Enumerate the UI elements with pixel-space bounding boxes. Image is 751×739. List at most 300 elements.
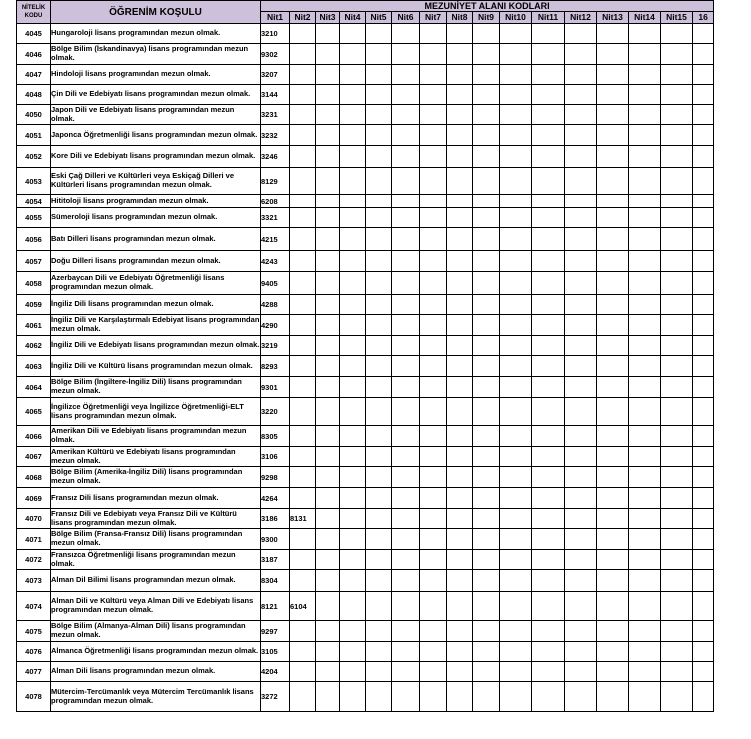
- empty-cell: [597, 570, 629, 592]
- empty-cell: [532, 208, 565, 228]
- table-row: [17, 509, 714, 529]
- empty-cell: [340, 642, 366, 662]
- empty-cell: [629, 529, 661, 550]
- empty-cell: [447, 662, 473, 682]
- empty-cell: [565, 295, 597, 315]
- nit-column-header: Nit4: [340, 12, 366, 24]
- education-condition: Mütercim-Tercümanlık veya Mütercim Tercümanlık lisans programından mezun olmak.: [51, 682, 261, 712]
- empty-cell: [629, 682, 661, 712]
- empty-cell: [532, 488, 565, 509]
- empty-cell: [447, 195, 473, 208]
- empty-cell: [473, 488, 500, 509]
- empty-cell: [661, 509, 693, 529]
- empty-cell: [340, 228, 366, 251]
- graduation-area-code: 9300: [261, 529, 290, 550]
- empty-cell: [392, 228, 420, 251]
- empty-cell: [500, 85, 532, 105]
- empty-cell: [500, 65, 532, 85]
- nit-column-header: Nit6: [392, 12, 420, 24]
- empty-cell: [366, 509, 392, 529]
- table-row: [17, 529, 714, 550]
- qualification-code: 4059: [17, 295, 51, 315]
- empty-cell: [420, 272, 447, 295]
- empty-cell: [565, 168, 597, 195]
- empty-cell: [392, 315, 420, 336]
- empty-cell: [447, 621, 473, 642]
- empty-cell: [290, 488, 316, 509]
- empty-cell: [420, 65, 447, 85]
- empty-cell: [420, 592, 447, 621]
- empty-cell: [290, 398, 316, 426]
- empty-cell: [340, 447, 366, 467]
- empty-cell: [597, 44, 629, 65]
- empty-cell: [473, 195, 500, 208]
- empty-cell: [473, 592, 500, 621]
- empty-cell: [392, 251, 420, 272]
- empty-cell: [661, 467, 693, 488]
- empty-cell: [597, 251, 629, 272]
- table-row: [17, 44, 714, 65]
- empty-cell: [290, 642, 316, 662]
- empty-cell: [500, 272, 532, 295]
- qualification-code: 4057: [17, 251, 51, 272]
- empty-cell: [316, 592, 340, 621]
- empty-cell: [629, 24, 661, 44]
- education-condition: Sümeroloji lisans programından mezun olmak.: [51, 208, 261, 228]
- empty-cell: [565, 398, 597, 426]
- empty-cell: [366, 24, 392, 44]
- empty-cell: [290, 208, 316, 228]
- empty-cell: [500, 105, 532, 125]
- empty-cell: [661, 24, 693, 44]
- empty-cell: [565, 272, 597, 295]
- empty-cell: [500, 642, 532, 662]
- empty-cell: [340, 621, 366, 642]
- education-condition: Hititoloji lisans programından mezun olmak.: [51, 195, 261, 208]
- qualification-code: 4048: [17, 85, 51, 105]
- empty-cell: [693, 377, 714, 398]
- empty-cell: [693, 44, 714, 65]
- empty-cell: [532, 621, 565, 642]
- empty-cell: [597, 168, 629, 195]
- empty-cell: [290, 295, 316, 315]
- table-row: [17, 592, 714, 621]
- empty-cell: [597, 24, 629, 44]
- empty-cell: [316, 146, 340, 168]
- graduation-area-code: 8305: [261, 426, 290, 447]
- empty-cell: [500, 662, 532, 682]
- qualification-code: 4077: [17, 662, 51, 682]
- empty-cell: [447, 125, 473, 146]
- graduation-area-code: 9302: [261, 44, 290, 65]
- empty-cell: [661, 356, 693, 377]
- empty-cell: [532, 24, 565, 44]
- empty-cell: [532, 509, 565, 529]
- empty-cell: [340, 662, 366, 682]
- empty-cell: [629, 621, 661, 642]
- empty-cell: [340, 105, 366, 125]
- qualification-code: 4066: [17, 426, 51, 447]
- empty-cell: [316, 621, 340, 642]
- education-condition: İngiliz Dili ve Karşılaştırmalı Edebiyat lisans programından mezun olmak.: [51, 315, 261, 336]
- empty-cell: [532, 251, 565, 272]
- empty-cell: [420, 398, 447, 426]
- empty-cell: [629, 467, 661, 488]
- qualification-code: 4064: [17, 377, 51, 398]
- empty-cell: [340, 426, 366, 447]
- table-row: [17, 208, 714, 228]
- nit-column-header: Nit14: [629, 12, 661, 24]
- qualification-code: 4072: [17, 550, 51, 570]
- empty-cell: [693, 509, 714, 529]
- education-condition: Fransız Dili ve Edebiyatı veya Fransız Dili ve Kültürü lisans programından mezun olmak.: [51, 509, 261, 529]
- empty-cell: [473, 208, 500, 228]
- empty-cell: [290, 65, 316, 85]
- empty-cell: [340, 295, 366, 315]
- qualification-code: 4058: [17, 272, 51, 295]
- empty-cell: [447, 146, 473, 168]
- empty-cell: [366, 125, 392, 146]
- empty-cell: [532, 356, 565, 377]
- empty-cell: [565, 592, 597, 621]
- graduation-area-code: 8304: [261, 570, 290, 592]
- empty-cell: [420, 642, 447, 662]
- table-row: [17, 105, 714, 125]
- empty-cell: [290, 24, 316, 44]
- graduation-area-code: 3105: [261, 642, 290, 662]
- table-row: [17, 146, 714, 168]
- empty-cell: [661, 447, 693, 467]
- empty-cell: [420, 467, 447, 488]
- empty-cell: [392, 447, 420, 467]
- empty-cell: [340, 592, 366, 621]
- education-condition: İngilizce Öğretmenliği veya İngilizce Öğretmenliği-ELT lisans programından mezun olmak.: [51, 398, 261, 426]
- qualification-code: 4076: [17, 642, 51, 662]
- empty-cell: [447, 65, 473, 85]
- empty-cell: [661, 592, 693, 621]
- empty-cell: [532, 529, 565, 550]
- empty-cell: [565, 208, 597, 228]
- empty-cell: [316, 168, 340, 195]
- empty-cell: [693, 529, 714, 550]
- table-row: [17, 85, 714, 105]
- empty-cell: [420, 24, 447, 44]
- empty-cell: [500, 24, 532, 44]
- empty-cell: [420, 488, 447, 509]
- empty-cell: [420, 168, 447, 195]
- empty-cell: [447, 295, 473, 315]
- empty-cell: [597, 550, 629, 570]
- empty-cell: [629, 105, 661, 125]
- empty-cell: [532, 65, 565, 85]
- education-condition: Alman Dil Bilimi lisans programından mezun olmak.: [51, 570, 261, 592]
- empty-cell: [392, 592, 420, 621]
- qualification-code: 4073: [17, 570, 51, 592]
- graduation-area-code: 3232: [261, 125, 290, 146]
- table-row: [17, 125, 714, 146]
- empty-cell: [597, 65, 629, 85]
- empty-cell: [532, 682, 565, 712]
- empty-cell: [392, 662, 420, 682]
- empty-cell: [420, 251, 447, 272]
- empty-cell: [473, 24, 500, 44]
- qualification-code: 4065: [17, 398, 51, 426]
- empty-cell: [661, 550, 693, 570]
- empty-cell: [392, 529, 420, 550]
- empty-cell: [473, 65, 500, 85]
- empty-cell: [661, 336, 693, 356]
- empty-cell: [420, 228, 447, 251]
- qualification-code: 4045: [17, 24, 51, 44]
- education-condition: Hungaroloji lisans programından mezun olmak.: [51, 24, 261, 44]
- empty-cell: [447, 642, 473, 662]
- empty-cell: [366, 295, 392, 315]
- empty-cell: [290, 251, 316, 272]
- empty-cell: [366, 398, 392, 426]
- empty-cell: [629, 570, 661, 592]
- empty-cell: [366, 682, 392, 712]
- empty-cell: [693, 168, 714, 195]
- table-row: [17, 662, 714, 682]
- empty-cell: [340, 336, 366, 356]
- header-row-top: [17, 1, 714, 12]
- empty-cell: [500, 550, 532, 570]
- graduation-area-code: 3219: [261, 336, 290, 356]
- empty-cell: [597, 228, 629, 251]
- empty-cell: [473, 295, 500, 315]
- graduation-area-code: 9297: [261, 621, 290, 642]
- empty-cell: [392, 295, 420, 315]
- empty-cell: [661, 65, 693, 85]
- qualification-code: 4062: [17, 336, 51, 356]
- empty-cell: [500, 467, 532, 488]
- empty-cell: [597, 467, 629, 488]
- empty-cell: [366, 642, 392, 662]
- empty-cell: [500, 208, 532, 228]
- empty-cell: [473, 467, 500, 488]
- empty-cell: [500, 44, 532, 65]
- empty-cell: [597, 488, 629, 509]
- empty-cell: [316, 251, 340, 272]
- empty-cell: [629, 195, 661, 208]
- empty-cell: [392, 65, 420, 85]
- empty-cell: [693, 447, 714, 467]
- table-row: [17, 550, 714, 570]
- empty-cell: [532, 125, 565, 146]
- empty-cell: [316, 426, 340, 447]
- empty-cell: [420, 447, 447, 467]
- empty-cell: [693, 251, 714, 272]
- empty-cell: [366, 426, 392, 447]
- empty-cell: [447, 105, 473, 125]
- empty-cell: [565, 682, 597, 712]
- empty-cell: [366, 467, 392, 488]
- empty-cell: [693, 272, 714, 295]
- empty-cell: [316, 65, 340, 85]
- qualification-code: 4078: [17, 682, 51, 712]
- qualification-code: 4061: [17, 315, 51, 336]
- empty-cell: [340, 509, 366, 529]
- empty-cell: [290, 426, 316, 447]
- empty-cell: [392, 195, 420, 208]
- empty-cell: [392, 168, 420, 195]
- empty-cell: [532, 272, 565, 295]
- empty-cell: [597, 146, 629, 168]
- empty-cell: [565, 336, 597, 356]
- empty-cell: [693, 315, 714, 336]
- empty-cell: [693, 570, 714, 592]
- empty-cell: [366, 621, 392, 642]
- empty-cell: [565, 509, 597, 529]
- empty-cell: [473, 529, 500, 550]
- nit-column-header: Nit7: [420, 12, 447, 24]
- table-row: [17, 467, 714, 488]
- empty-cell: [392, 336, 420, 356]
- qualification-code: 4067: [17, 447, 51, 467]
- empty-cell: [693, 295, 714, 315]
- graduation-area-code: 3246: [261, 146, 290, 168]
- empty-cell: [500, 168, 532, 195]
- empty-cell: [629, 592, 661, 621]
- empty-cell: [316, 24, 340, 44]
- empty-cell: [597, 208, 629, 228]
- table-row: [17, 315, 714, 336]
- empty-cell: [366, 447, 392, 467]
- empty-cell: [661, 426, 693, 447]
- empty-cell: [661, 44, 693, 65]
- empty-cell: [597, 195, 629, 208]
- education-condition: Almanca Öğretmenliği lisans programından mezun olmak.: [51, 642, 261, 662]
- empty-cell: [447, 24, 473, 44]
- empty-cell: [565, 251, 597, 272]
- empty-cell: [597, 642, 629, 662]
- empty-cell: [532, 570, 565, 592]
- empty-cell: [500, 682, 532, 712]
- empty-cell: [366, 529, 392, 550]
- empty-cell: [340, 488, 366, 509]
- graduation-area-code: 3187: [261, 550, 290, 570]
- empty-cell: [392, 621, 420, 642]
- empty-cell: [392, 356, 420, 377]
- empty-cell: [366, 85, 392, 105]
- graduation-area-code: 3210: [261, 24, 290, 44]
- empty-cell: [500, 146, 532, 168]
- empty-cell: [693, 336, 714, 356]
- empty-cell: [693, 642, 714, 662]
- qualification-code: 4050: [17, 105, 51, 125]
- empty-cell: [500, 336, 532, 356]
- qualification-code: 4052: [17, 146, 51, 168]
- empty-cell: [340, 682, 366, 712]
- empty-cell: [473, 272, 500, 295]
- empty-cell: [565, 85, 597, 105]
- empty-cell: [316, 85, 340, 105]
- empty-cell: [473, 125, 500, 146]
- empty-cell: [366, 662, 392, 682]
- empty-cell: [532, 85, 565, 105]
- empty-cell: [420, 662, 447, 682]
- table-row: [17, 570, 714, 592]
- empty-cell: [661, 377, 693, 398]
- education-condition: Bölge Bilim (Almanya-Alman Dili) lisans programından mezun olmak.: [51, 621, 261, 642]
- empty-cell: [420, 85, 447, 105]
- empty-cell: [629, 251, 661, 272]
- empty-cell: [661, 295, 693, 315]
- empty-cell: [565, 467, 597, 488]
- empty-cell: [316, 315, 340, 336]
- empty-cell: [565, 447, 597, 467]
- empty-cell: [532, 447, 565, 467]
- empty-cell: [597, 447, 629, 467]
- empty-cell: [693, 195, 714, 208]
- empty-cell: [473, 426, 500, 447]
- empty-cell: [392, 426, 420, 447]
- empty-cell: [500, 377, 532, 398]
- area-codes-header: MEZUNİYET ALANI KODLARI: [261, 1, 714, 12]
- empty-cell: [340, 195, 366, 208]
- graduation-area-code: 9298: [261, 467, 290, 488]
- nit-column-header: Nit12: [565, 12, 597, 24]
- nit-column-header: Nit3: [316, 12, 340, 24]
- nit-column-header: Nit15: [661, 12, 693, 24]
- empty-cell: [447, 85, 473, 105]
- table-row: [17, 295, 714, 315]
- empty-cell: [473, 356, 500, 377]
- empty-cell: [597, 85, 629, 105]
- empty-cell: [316, 356, 340, 377]
- education-condition: Çin Dili ve Edebiyatı lisans programından mezun olmak.: [51, 85, 261, 105]
- qualification-code: 4075: [17, 621, 51, 642]
- graduation-area-code: 3186: [261, 509, 290, 529]
- empty-cell: [597, 315, 629, 336]
- table-row: [17, 426, 714, 447]
- empty-cell: [532, 467, 565, 488]
- empty-cell: [290, 447, 316, 467]
- empty-cell: [597, 377, 629, 398]
- empty-cell: [290, 125, 316, 146]
- empty-cell: [473, 570, 500, 592]
- empty-cell: [693, 125, 714, 146]
- empty-cell: [316, 570, 340, 592]
- graduation-area-code: 9405: [261, 272, 290, 295]
- empty-cell: [392, 377, 420, 398]
- empty-cell: [392, 105, 420, 125]
- qualification-code: 4069: [17, 488, 51, 509]
- empty-cell: [366, 105, 392, 125]
- empty-cell: [500, 228, 532, 251]
- empty-cell: [473, 168, 500, 195]
- empty-cell: [500, 251, 532, 272]
- graduation-area-code: 3207: [261, 65, 290, 85]
- empty-cell: [473, 682, 500, 712]
- empty-cell: [597, 662, 629, 682]
- graduation-area-code: 4243: [261, 251, 290, 272]
- empty-cell: [629, 398, 661, 426]
- empty-cell: [420, 509, 447, 529]
- empty-cell: [473, 642, 500, 662]
- empty-cell: [565, 377, 597, 398]
- empty-cell: [447, 509, 473, 529]
- empty-cell: [420, 146, 447, 168]
- empty-cell: [565, 315, 597, 336]
- empty-cell: [661, 570, 693, 592]
- empty-cell: [420, 682, 447, 712]
- empty-cell: [340, 315, 366, 336]
- empty-cell: [392, 208, 420, 228]
- empty-cell: [316, 336, 340, 356]
- education-condition: Fransız Dili lisans programından mezun olmak.: [51, 488, 261, 509]
- empty-cell: [392, 272, 420, 295]
